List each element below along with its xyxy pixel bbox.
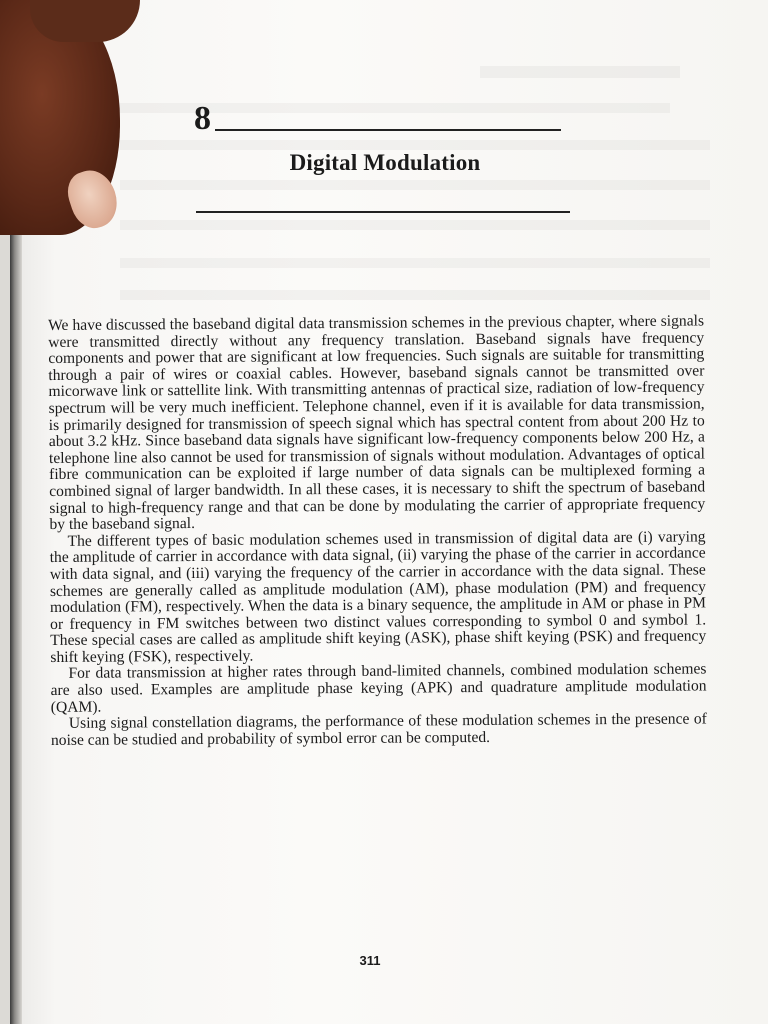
chapter-title: Digital Modulation (289, 150, 481, 175)
book-page (10, 0, 768, 1024)
show-through-line (120, 220, 710, 230)
chapter-rule-bottom (196, 211, 570, 213)
show-through-line (480, 66, 680, 78)
show-through-line (120, 180, 710, 190)
page-number: 311 (359, 953, 381, 968)
body-paragraph: The different types of basic modulation schemes used in transmission of digital data are (i) varying the amplitude of carrier in accordance with data signal, (ii) varying the phase of the carrier in accordance with data signal, and (iii) varying the frequency of the carrier in accordance with the data signal. These schemes are generally called as amplitude modulation (AM), phase modulation (PM) and frequency modulation (FM), respectively. When the data is a binary sequence, the amplitude in AM or phase in PM or frequency in FM switches between two distinct values corresponding to symbol 0 and symbol 1. These special cases are called as amplitude shift keying (ASK), phase shift keying (PSK) and frequency shift keying (FSK), respectively. (49, 528, 707, 666)
show-through-line (120, 258, 710, 268)
show-through-line (120, 140, 710, 150)
chapter-rule-top (215, 129, 561, 131)
body-paragraph: We have discussed the baseband digital data transmission schemes in the previous chapter, where signals were transmitted directly without any frequency translation. Baseband signals have frequency components and power that are significant at low frequencies. Such signals are suitable for transmitting through a pair of wires or coaxial cables. However, baseband signals cannot be transmitted over micorwave link or sattellite link. With transmitting antennas of practical size, radiation of low-frequency spectrum will be very much inefficient. Telephone channel, even if it is available for data transmission, is primarily designed for transmission of speech signal which has spectral content from about 200 Hz to about 3.2 kHz. Since baseband data signals have significant low-frequency components below 200 Hz, a telephone line also cannot be used for transmission of signals without modulation. Advantages of optical fibre communication can be exploited if large number of data signals can be multiplexed forming a combined signal of larger bandwidth. In all these cases, it is necessary to shift the spectrum of baseband signal to high-frequency range and that can be done by modulating the carrier of appropriate frequency by the baseband signal. (47, 312, 706, 534)
show-through-line (120, 290, 710, 300)
chapter-body (48, 313, 707, 749)
chapter-number: 8 (194, 100, 211, 137)
body-paragraph: Using signal constellation diagrams, the performance of these modulation schemes in the presence of noise can be studied and probability of symbol error can be computed. (50, 710, 707, 749)
body-paragraph: For data transmission at higher rates through band-limited channels, combined modulation schemes are also used. Examples are amplitude phase keying (APK) and quadrature amplitude modulation (QAM). (50, 660, 707, 716)
